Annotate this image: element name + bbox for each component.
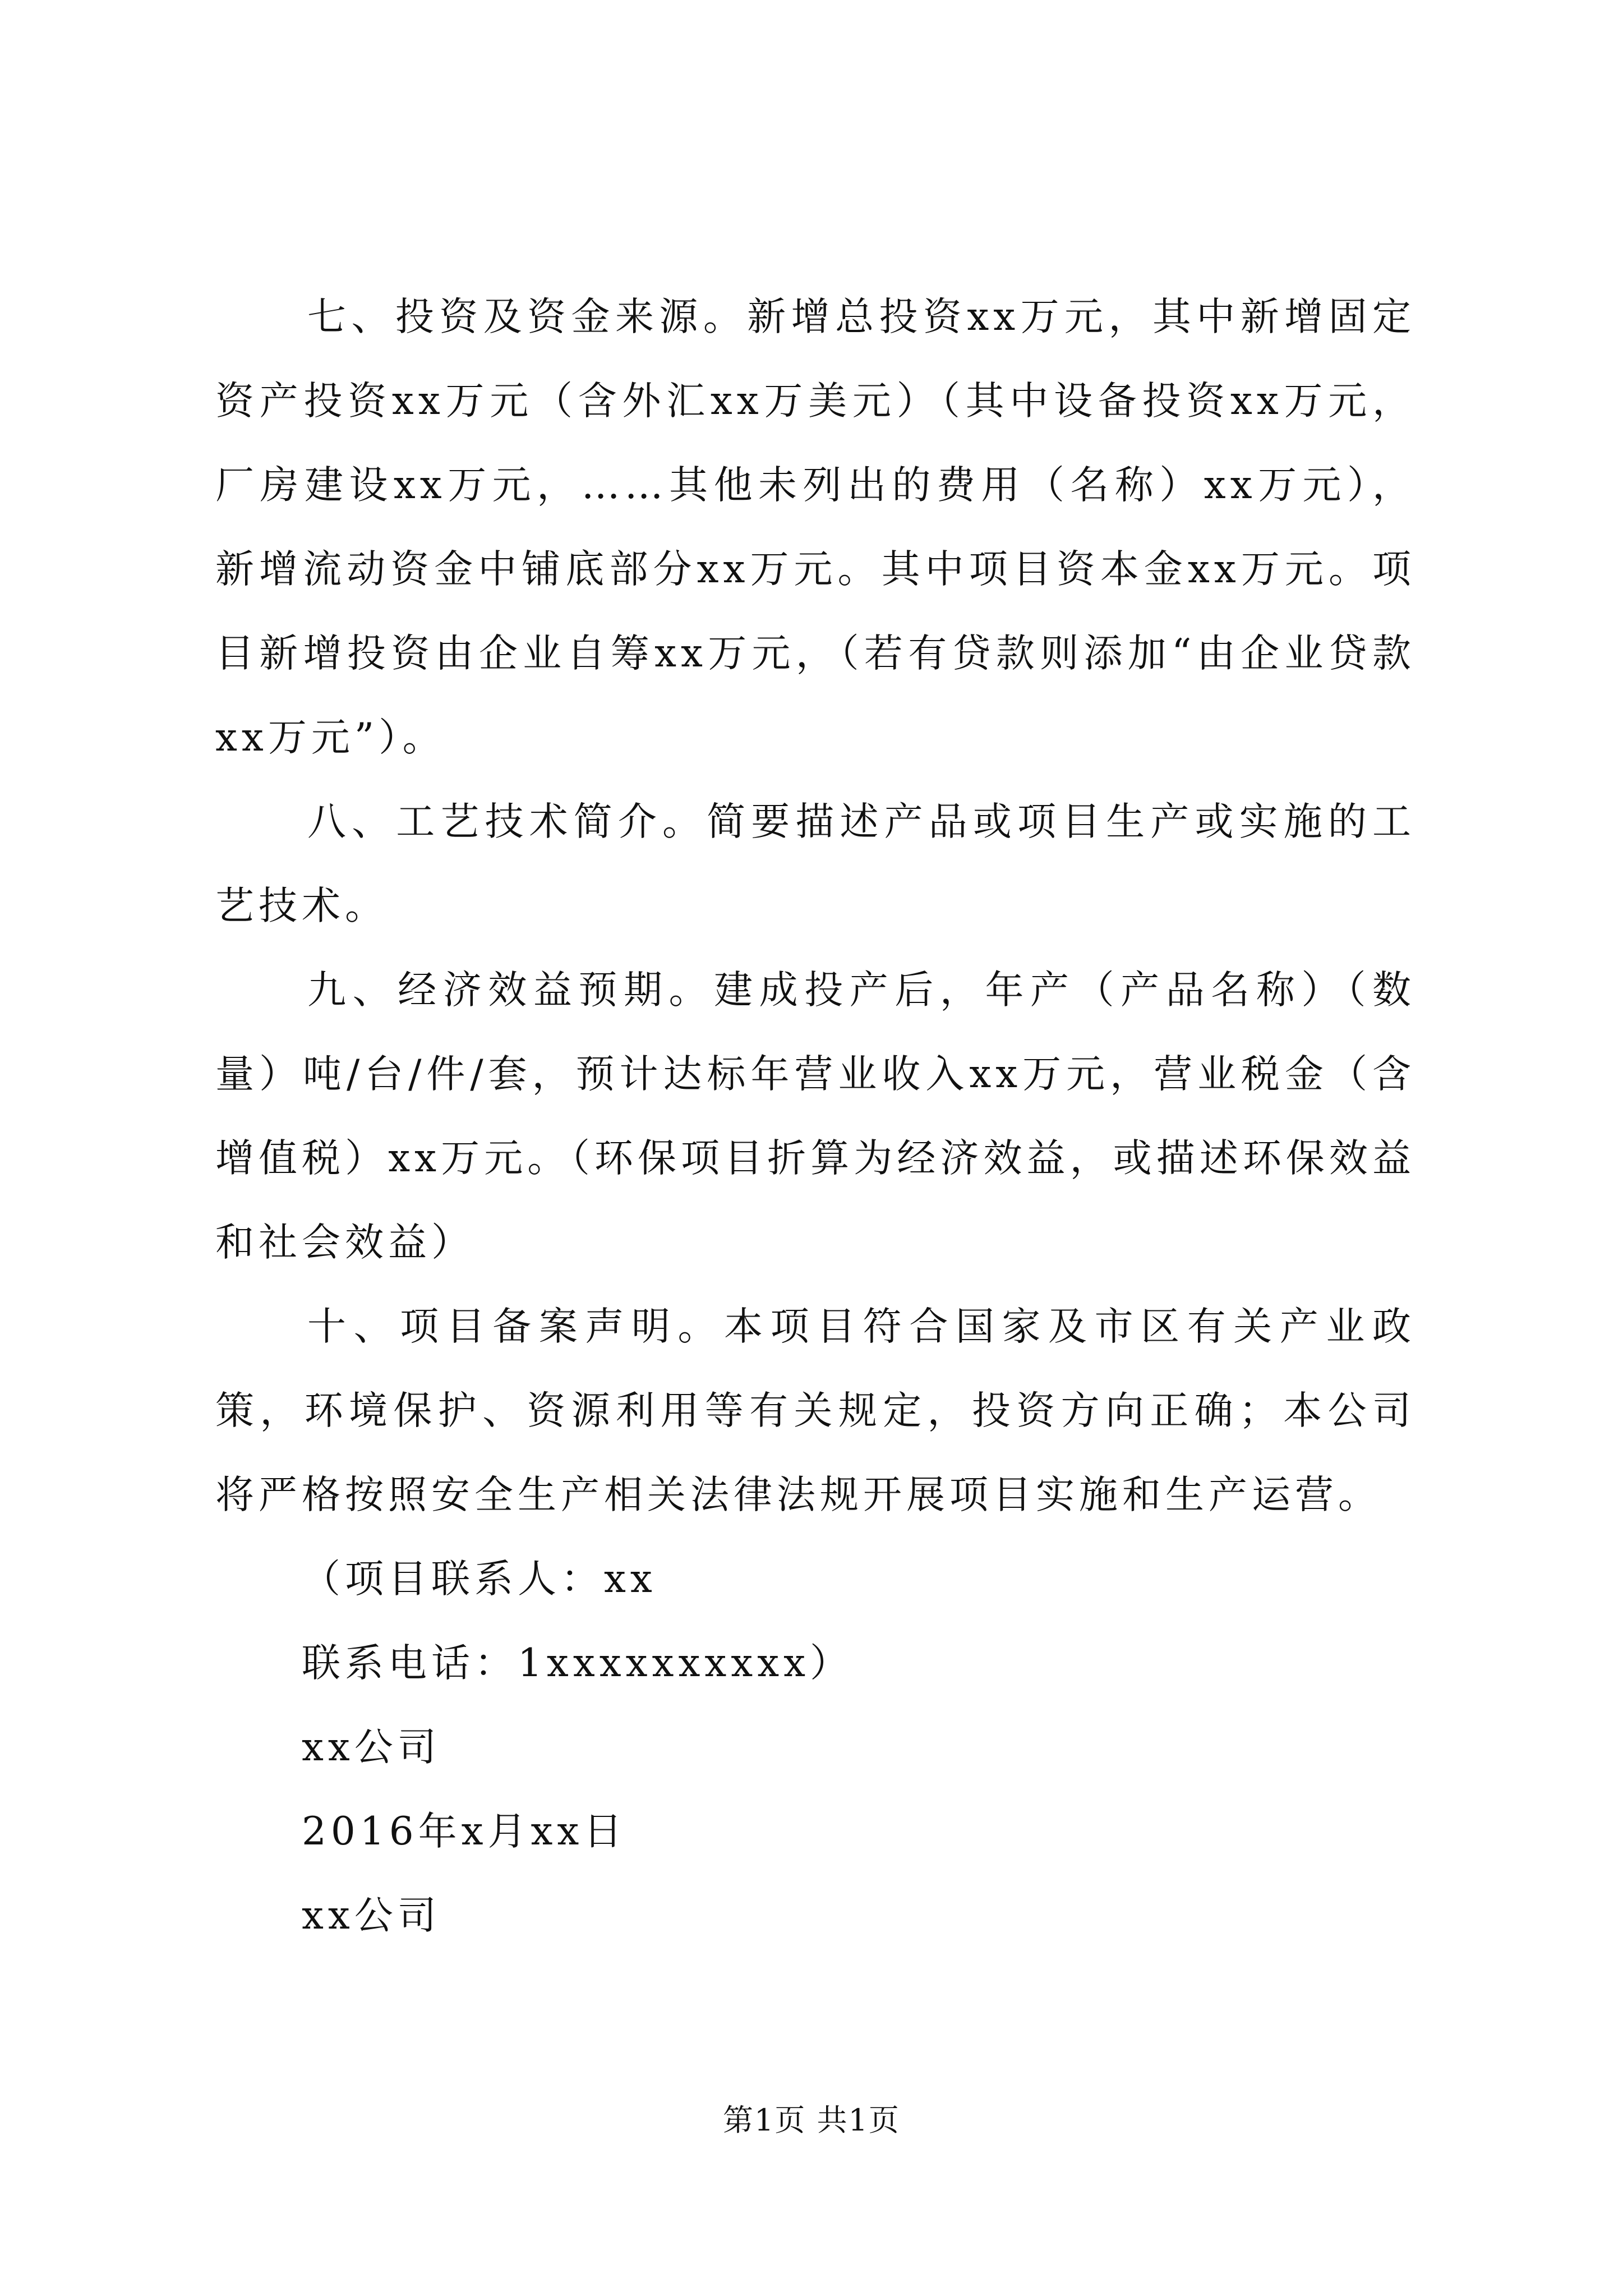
company-name-repeat: xx公司 [302, 1893, 441, 1938]
paragraph-investment: 七、投资及资金来源。新增总投资xx万元，其中新增固定资产投资xx万元（含外汇xx万美元）（其中设备投资xx万元，厂房建设xx万元，……其他未列出的费用（名称）xx万元），新增流动资金中铺底部分xx万元。其中项目资本金xx万元。项目新增投资由企业自筹xx万元，（若有贷款则添加“由企业贷款xx万元”）。 [215, 295, 1415, 760]
contact-phone-line: 联系电话：1xxxxxxxxxx） [302, 1641, 854, 1686]
paragraph-filing-statement: 十、项目备案声明。本项目符合国家及市区有关产业政策，环境保护、资源利用等有关规定，投资方向正确；本公司将严格按照安全生产相关法律法规开展项目实施和生产运营。 [215, 1304, 1415, 1517]
date-line: 2016年x月xx日 [302, 1809, 627, 1854]
paragraph-economic-benefit: 九、经济效益预期。建成投产后，年产（产品名称）（数量）吨/台/件/套，预计达标年营业收入xx万元，营业税金（含增值税）xx万元。（环保项目折算为经济效益，或描述环保效益和社会效益） [215, 968, 1415, 1265]
paragraph-process-technology: 八、工艺技术简介。简要描述产品或项目生产或实施的工艺技术。 [215, 799, 1415, 928]
company-name-signature: xx公司 [302, 1725, 441, 1770]
contact-person-line: （项目联系人：xx [302, 1557, 657, 1602]
page-number-footer: 第1页 共1页 [723, 2102, 900, 2138]
document-body [215, 275, 1415, 1958]
